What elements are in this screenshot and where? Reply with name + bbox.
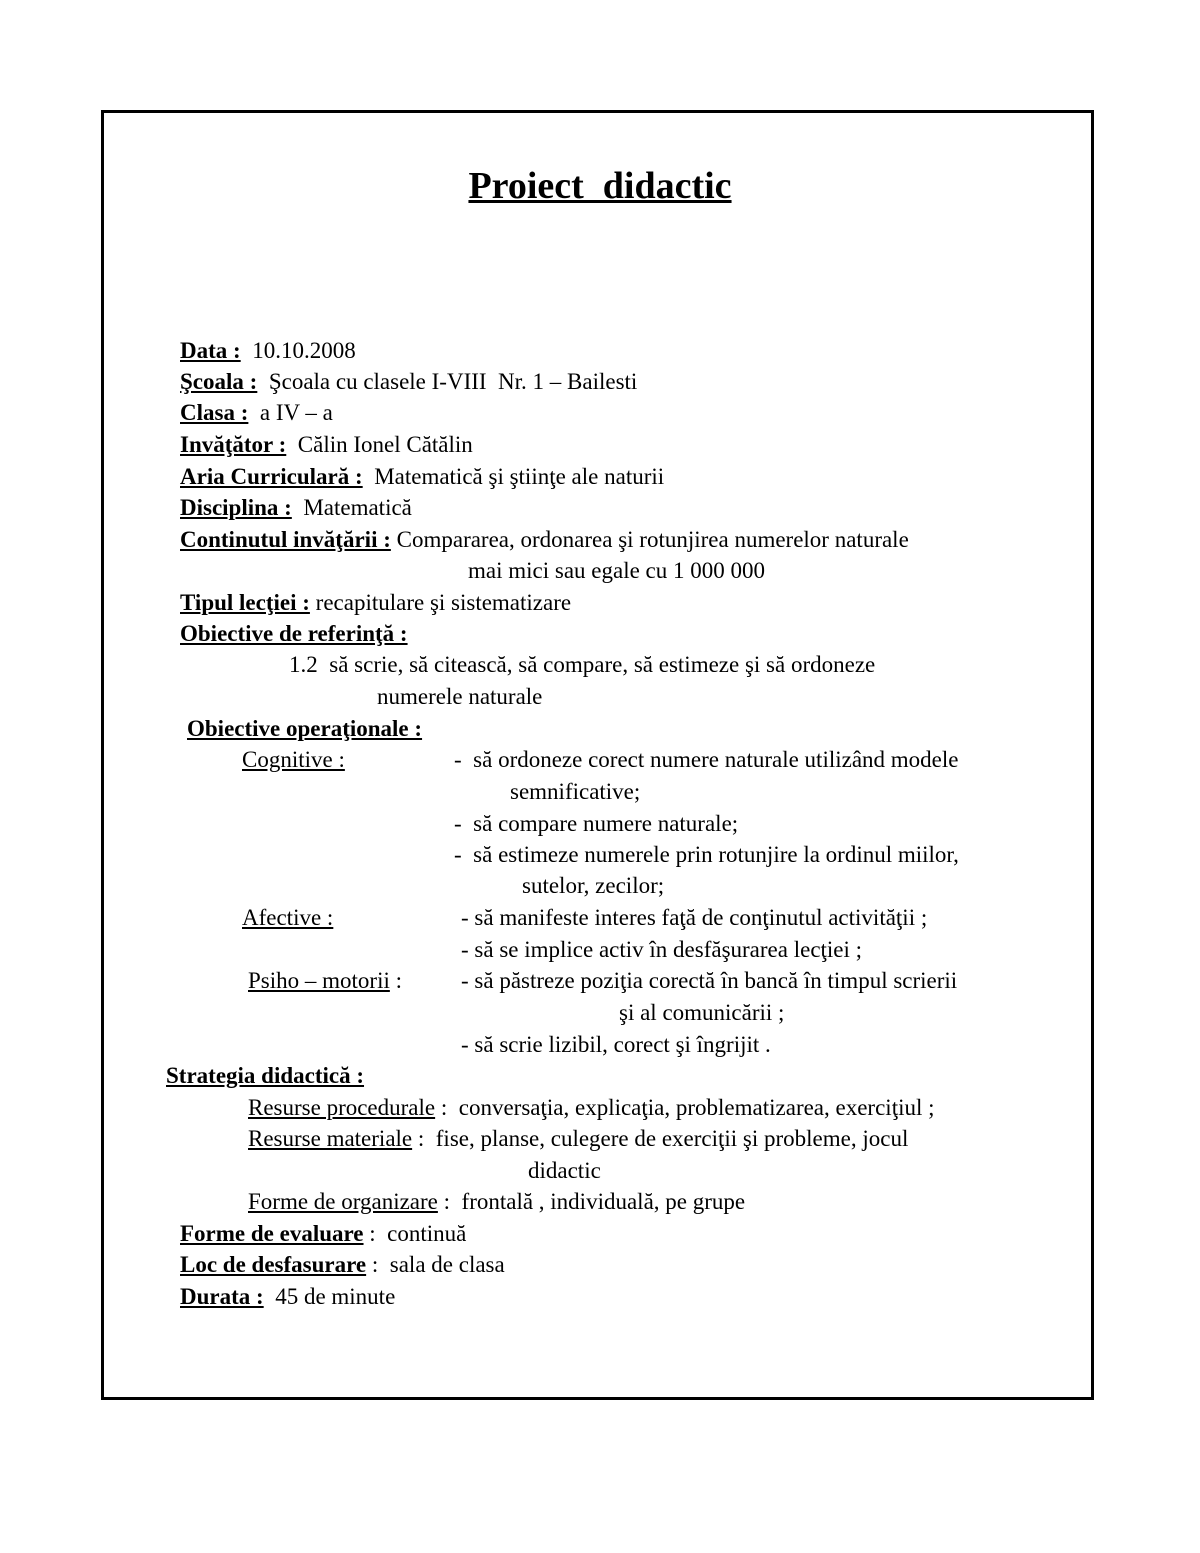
forme-organizare-label: Forme de organizare <box>248 1189 438 1214</box>
strategia-label: Strategia didactică : <box>166 1063 365 1088</box>
resurse-procedurale <box>248 1094 935 1122</box>
continut-value-cont: mai mici sau egale cu 1 000 000 <box>468 558 766 583</box>
tipul-value: recapitulare şi sistematizare <box>315 590 572 615</box>
continut-label: Continutul invăţării : <box>180 527 391 552</box>
field-durata <box>180 1283 395 1311</box>
resurse-materiale-value-cont: didactic <box>528 1158 601 1183</box>
psiho-label: Psiho – motorii <box>248 968 390 993</box>
tipul-label: Tipul lecţiei : <box>180 590 310 615</box>
obiective-operationale-label: Obiective operaţionale : <box>187 716 423 741</box>
document-title: Proiect didactic <box>468 165 732 207</box>
psiho-item: şi al comunicării ; <box>619 1000 785 1025</box>
field-continut <box>180 526 909 554</box>
clasa-value: a IV – a <box>259 400 333 425</box>
field-forme-evaluare <box>180 1220 466 1248</box>
field-invatator <box>180 431 473 459</box>
afective-label: Afective : <box>242 905 334 930</box>
resurse-materiale <box>248 1125 908 1153</box>
loc-label: Loc de desfasurare <box>180 1252 367 1277</box>
psiho-item: - să scrie lizibil, corect şi îngrijit . <box>461 1032 771 1057</box>
field-clasa <box>180 399 333 427</box>
loc-value: : sala de clasa <box>366 1252 505 1277</box>
forme-organizare-value: : frontală , individuală, pe grupe <box>437 1189 746 1214</box>
cognitive-item: - să estimeze numerele prin rotunjire la ordinul miilor, <box>454 842 959 867</box>
obiective-referinta-line2: numerele naturale <box>377 684 543 709</box>
cognitive-label: Cognitive : <box>242 747 345 772</box>
forme-organizare <box>248 1188 745 1216</box>
aria-label: Aria Curriculară : <box>180 464 363 489</box>
field-scoala <box>180 368 637 396</box>
field-tipul <box>180 589 571 617</box>
resurse-materiale-label: Resurse materiale <box>248 1126 413 1151</box>
resurse-procedurale-label: Resurse procedurale <box>248 1095 436 1120</box>
cognitive-item: - să ordoneze corect numere naturale utilizând modele <box>454 747 959 772</box>
obiective-referinta-line1: 1.2 să scrie, să citească, să compare, să estimeze şi să ordoneze <box>289 652 876 677</box>
continut-value: Compararea, ordonarea şi rotunjirea numerelor naturale <box>396 527 909 552</box>
field-data <box>180 337 356 365</box>
cognitive-item: semnificative; <box>510 779 641 804</box>
obiective-referinta-label: Obiective de referinţă : <box>180 621 408 646</box>
durata-value: 45 de minute <box>275 1284 396 1309</box>
data-value: 10.10.2008 <box>252 338 356 363</box>
psiho-colon: : <box>389 968 402 993</box>
resurse-materiale-value: : fise, planse, culegere de exerciţii şi probleme, jocul <box>412 1126 909 1151</box>
invatator-value: Călin Ionel Cătălin <box>297 432 473 457</box>
field-disciplina <box>180 494 412 522</box>
durata-label: Durata : <box>180 1284 264 1309</box>
disciplina-value: Matematică <box>303 495 412 520</box>
psiho-heading <box>248 967 402 995</box>
afective-item: - să se implice activ în desfăşurarea lecţiei ; <box>461 937 863 962</box>
scoala-label: Şcoala : <box>180 369 258 394</box>
field-aria <box>180 463 664 491</box>
cognitive-item: - să compare numere naturale; <box>454 811 739 836</box>
field-loc <box>180 1251 505 1279</box>
resurse-procedurale-value: : conversaţia, explicaţia, problematizarea, exerciţiul ; <box>435 1095 935 1120</box>
data-label: Data : <box>180 338 241 363</box>
clasa-label: Clasa : <box>180 400 249 425</box>
psiho-item: - să păstreze poziţia corectă în bancă în timpul scrierii <box>461 968 958 993</box>
forme-evaluare-value: : continuă <box>363 1221 467 1246</box>
invatator-label: Invăţător : <box>180 432 287 457</box>
scoala-value: Şcoala cu clasele I-VIII Nr. 1 – Bailesti <box>268 369 638 394</box>
cognitive-item: sutelor, zecilor; <box>522 873 665 898</box>
afective-item: - să manifeste interes faţă de conţinutul activităţii ; <box>461 905 928 930</box>
disciplina-label: Disciplina : <box>180 495 292 520</box>
aria-value: Matematică şi ştiinţe ale naturii <box>374 464 665 489</box>
forme-evaluare-label: Forme de evaluare <box>180 1221 364 1246</box>
